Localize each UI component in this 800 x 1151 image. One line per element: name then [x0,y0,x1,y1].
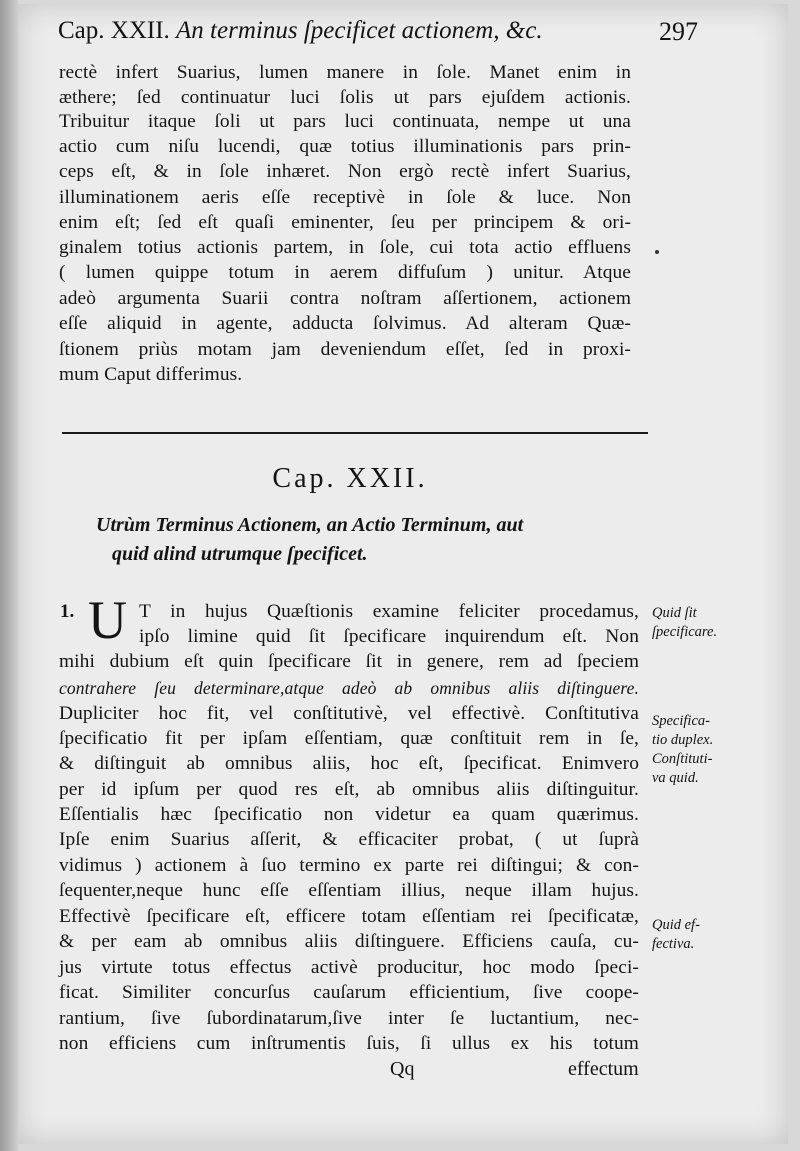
section-number: 1. [60,601,75,622]
marginal-note [652,604,717,642]
text-line: rectè infert Suarius, lumen manere in ſole. Manet enim in [59,62,631,83]
text-line: enim eſt; ſed eſt quaſi eminenter, ſeu per principem & ori- [59,212,631,233]
header-chapter-and-title [58,17,543,45]
marginal-note-line: Quid ſit [652,605,697,621]
header-title: An terminus ſpecificet actionem, &c. [176,17,543,44]
marginal-note-line: Specifica- [652,713,710,729]
marginal-note-line: va quid. [652,770,699,786]
text-line: & per eam ab omnibus aliis diſtinguere. Efficiens cauſa, cu- [59,931,639,952]
running-header [58,17,698,51]
text-line: Dupliciter hoc fit, vel conſtitutivè, vel effectivè. Conſtitutiva [59,703,639,724]
text-line: æthere; ſed continuatur luci ſolis ut pars ejuſdem actionis. [59,87,631,108]
text-line: Eſſentialis hæc ſpecificatio non videtur ea quam quærimus. [59,804,639,825]
text-line: ipſo limine quid ſit ſpecificare inquirendum eſt. Non [139,626,639,647]
marginal-note [652,712,713,788]
text-line: rantium, ſive ſubordinatarum,ſive inter ſe luctantium, nec- [59,1008,639,1029]
marginal-note-line: Quid ef- [652,917,700,933]
text-line: mum Caput differimus. [59,364,243,385]
text-line: non efficiens cum inſtrumentis ſuis, ſi ullus ex his totum [59,1033,639,1054]
text-line: ceps eſt, & in ſole inhæret. Non ergò rectè infert Suarius, [59,161,631,182]
binding-gutter [0,0,18,1151]
text-line: Effectivè ſpecificare eſt, efficere totam eſſentiam rei ſpecificatæ, [59,906,639,927]
page-number: 297 [659,17,698,46]
marginal-note [652,916,700,954]
signature-mark: Qq [390,1058,415,1080]
header-chapter: Cap. XXII. [58,17,170,44]
ink-speck [655,250,659,254]
text-line: jus virtute totus effectus activè producitur, hoc modo ſpeci- [59,957,639,978]
drop-capital: U [88,590,127,650]
text-line: & diſtinguit ab omnibus aliis, hoc eſt, ſpecificat. Enimvero [59,753,639,774]
text-line: adeò argumenta Suarii contra noſtram aſſertionem, actionem [59,288,631,309]
marginal-note-line: ſpecificare. [652,624,718,640]
chapter-heading: Cap. XXII. [272,463,428,494]
text-line: vidimus ) actionem à ſuo termino ex parte rei diſtingui; & con- [59,855,639,876]
marginal-note-line: fectiva. [652,936,695,952]
question-title-line: Utrùm Terminus Actionem, an Actio Terminum, aut [96,514,524,536]
text-line: mihi dubium eſt quin ſpecificare ſit in genere, rem ad ſpeciem [59,651,639,672]
text-line: ſpecificatio fit per ipſam eſſentiam, quæ conſtituit rem in ſe, [59,728,639,749]
text-line: ſequenter,neque hunc eſſe eſſentiam illius, neque illam hujus. [59,880,639,901]
text-line: contrahere ſeu determinare,atque adeò ab omnibus aliis diſtinguere. [59,678,639,698]
text-line: Tribuitur itaque ſoli ut pars luci continuata, nempe ut una [59,111,631,132]
text-line: eſſe aliquid in agente, adducta ſolvimus. Ad alteram Quæ- [59,313,631,334]
catchword: effectum [568,1058,639,1080]
text-line: ficat. Similiter concurſus cauſarum efficientium, ſive coope- [59,982,639,1003]
text-line: illuminationem aeris eſſe receptivè in ſole & luce. Non [59,187,631,208]
question-title-line: quid alind utrumque ſpecificet. [112,543,368,565]
text-line: ( lumen quippe totum in aerem diffuſum ) unitur. Atque [59,262,631,283]
text-line: ginalem totius actionis partem, in ſole, cui tota actio effluens [59,237,631,258]
text-line: Ipſe enim Suarius aſſerit, & efficaciter probat, ( ut ſuprà [59,829,639,850]
marginal-note-line: tio duplex. [652,732,714,748]
marginal-note-line: Conſtituti- [652,751,713,767]
text-line: actio cum niſu lucendi, quæ totius illuminationis pars prin- [59,136,631,157]
text-line: ſtionem priùs motam jam deveniendum eſſet, ſed in proxi- [59,339,631,360]
text-line: per id ipſum per quod res eſt, ab omnibus aliis diſtinguitur. [59,779,639,800]
section-rule [62,432,648,434]
text-line: T in hujus Quæſtionis examine feliciter procedamus, [139,601,639,622]
